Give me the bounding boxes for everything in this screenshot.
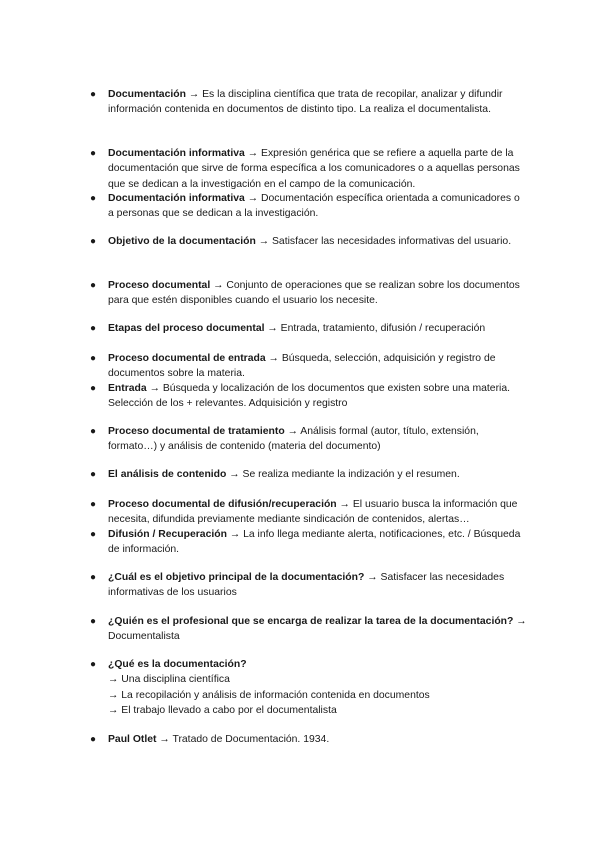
term: Proceso documental de entrada (108, 353, 266, 364)
list-item (89, 614, 528, 645)
term: Proceso documental de tratamiento (108, 426, 285, 437)
arrow: → (149, 383, 160, 394)
definition: Entrada, tratamiento, difusión / recuperación (280, 323, 486, 334)
term: ¿Quién es el profesional que se encarga de realizar la tarea de la documentación? (108, 616, 514, 627)
bullet: ● (89, 572, 97, 583)
term: Documentación informativa (108, 148, 245, 159)
answer-line (108, 703, 528, 718)
term: Paul Otlet (108, 734, 157, 745)
bullet: ● (89, 734, 97, 745)
arrow: → (258, 236, 270, 247)
term: Etapas del proceso documental (108, 323, 265, 334)
list-item (89, 732, 528, 747)
definition: Es la disciplina científica que trata de recopilar, analizar y difundir información contenida en documentos de distinto tipo. La realiza el documentalista. (108, 89, 503, 116)
list-item (89, 146, 528, 192)
answer-line (108, 688, 528, 703)
bullet: ● (89, 469, 97, 480)
arrow: → (213, 280, 224, 291)
list-item (89, 657, 528, 718)
list-item (89, 87, 528, 118)
definition: Tratado de Documentación. 1934. (172, 734, 330, 745)
definition: Búsqueda y localización de los documentos que existen sobre una materia. Selección de los + relevantes. Adquisición y registro (108, 383, 511, 410)
answer: La recopilación y análisis de información contenida en documentos (121, 689, 430, 701)
list-item (89, 497, 528, 528)
answer: Una disciplina científica (121, 674, 230, 686)
arrow: → (339, 499, 350, 510)
arrow: → (188, 89, 200, 100)
list-item (89, 424, 528, 455)
bullet: ● (89, 426, 97, 437)
arrow: → (367, 572, 378, 583)
bullet: ● (89, 353, 97, 364)
definition: Se realiza mediante la indización y el resumen. (242, 469, 460, 480)
list-item (89, 527, 528, 558)
term: Difusión / Recuperación (108, 529, 227, 540)
definition: El usuario busca la información que necesita, difundida previamente mediante sindicación de contenidos, alertas… (108, 499, 518, 526)
bullet: ● (89, 659, 97, 670)
arrow: → (268, 353, 279, 364)
definition: Búsqueda, selección, adquisición y registro de documentos sobre la materia. (108, 353, 496, 380)
list-item (89, 191, 528, 222)
list-item (89, 321, 528, 336)
answer: El trabajo llevado a cabo por el documentalista (121, 704, 337, 716)
bullet: ● (89, 193, 97, 204)
definition: La info llega mediante alerta, notificaciones, etc. / Búsqueda de información. (108, 529, 521, 556)
list-item (89, 467, 528, 482)
term: Documentación informativa (108, 193, 245, 204)
term: ¿Cuál es el objetivo principal de la documentación? (108, 572, 365, 583)
arrow: → (247, 193, 259, 204)
bullet: ● (89, 148, 97, 159)
bullet: ● (89, 499, 97, 510)
bullet: ● (89, 280, 97, 291)
answer-line (108, 672, 528, 687)
definition: Expresión genérica que se refiere a aquella parte de la documentación que sirve de forma específica a los comunicadores o a aquellas personas que se dedican a la investigación en el campo de la comunicación. (108, 148, 520, 190)
definition: Documentación específica orientada a comunicadores o a personas que se dedican a la investigación. (108, 193, 520, 220)
list-item (89, 351, 528, 382)
term: Documentación (108, 89, 186, 100)
term: Proceso documental de difusión/recuperación (108, 499, 337, 510)
list-item (89, 278, 528, 309)
term: Entrada (108, 383, 147, 394)
arrow: → (267, 323, 278, 334)
term: ¿Qué es la documentación? (108, 659, 247, 670)
arrow: → (229, 529, 241, 540)
definition: Satisfacer las necesidades informativas de los usuarios (108, 572, 505, 599)
arrow: → (108, 704, 119, 716)
list-item (89, 381, 528, 412)
arrow: → (516, 616, 527, 627)
arrow: → (229, 469, 240, 480)
term: Proceso documental (108, 280, 211, 291)
arrow: → (247, 148, 259, 159)
bullet: ● (89, 383, 97, 394)
bullet: ● (89, 529, 97, 540)
bullet: ● (89, 89, 97, 100)
term: El análisis de contenido (108, 469, 227, 480)
term: Objetivo de la documentación (108, 236, 256, 247)
arrow: → (108, 674, 119, 686)
definition: Conjunto de operaciones que se realizan sobre los documentos para que estén disponibles cuando el usuario los necesite. (108, 280, 520, 307)
arrow: → (287, 426, 298, 437)
arrow: → (108, 689, 119, 701)
arrow: → (159, 734, 170, 745)
bullet: ● (89, 616, 97, 627)
list-item (89, 234, 528, 249)
bullet: ● (89, 236, 97, 247)
list-item (89, 570, 528, 601)
bullet: ● (89, 323, 97, 334)
definition: Análisis formal (autor, título, extensión, formato…) y análisis de contenido (materia del documento) (108, 426, 479, 453)
definition: Documentalista (108, 631, 180, 643)
definition: Satisfacer las necesidades informativas del usuario. (271, 236, 512, 247)
